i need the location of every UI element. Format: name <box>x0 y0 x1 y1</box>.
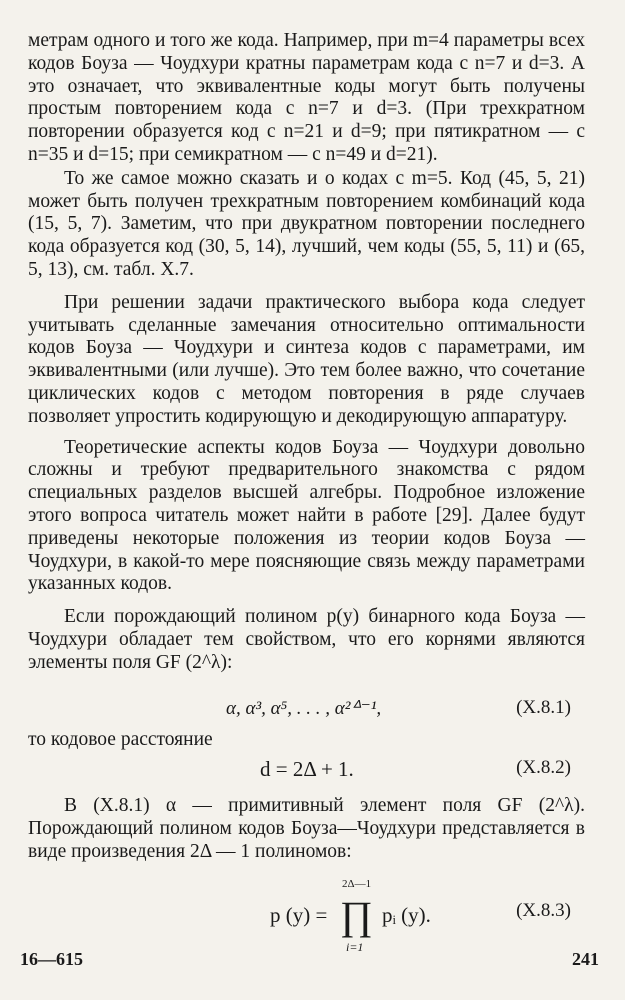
formula-x83-left: p (y) = <box>270 902 328 927</box>
paragraph-6: то кодовое расстояние <box>28 728 213 750</box>
formula-x82 <box>28 751 585 785</box>
formula-x81 <box>28 691 585 725</box>
paragraph-2: То же самое можно сказать и о кодах с m=5. Код (45, 5, 21) может быть получен трехкратным повторением комбинаций кода (15, 5, 7). Заметим, что при двукратном повторении последнего кода образуется код (30, 5, 14), лучший, чем коды (55, 5, 11) и (65, 5, 13), см. табл. X.7. <box>28 167 585 280</box>
formula-x82-expression: d = 2Δ + 1. <box>260 757 354 782</box>
page-number: 241 <box>572 949 599 969</box>
paragraph-4: Теоретические аспекты кодов Боуза — Чоудхури довольно сложны и требуют предварительного знакомства с рядом специальных разделов высшей алгебры. Подробное изложение этого вопроса читатель может найти в работе [29]. Далее будут приведены некоторые положения из теории кодов Боуза — Чоудхури, в какой-то мере поясняющие связь между параметрами указанных кодов. <box>28 436 585 595</box>
formula-x83 <box>28 870 585 960</box>
formula-x81-label: (X.8.1) <box>516 696 571 718</box>
formula-x81-expression: α, α³, α⁵, . . . , α²ᐞ⁻¹, <box>226 697 382 719</box>
paragraph-5: Если порождающий полином p(y) бинарного кода Боуза — Чоудхури обладает тем свойством, что его корнями являются элементы поля GF (2^λ): <box>28 606 585 673</box>
formula-x83-right: pᵢ (y). <box>382 902 431 927</box>
formula-x83-upper-limit: 2Δ—1 <box>342 877 372 890</box>
paragraph-1: метрам одного и того же кода. Например, при m=4 параметры всех кодов Боуза — Чоудхури кратны параметрам кода с n=7 и d=3. А это означает, что эквивалентные коды могут быть получены простым повторением кода с n=7 и d=3. (При трехкратном повторении образуется код с n=21 и d=9; при пятикратном — с n=35 и d=15; при семикратном — с n=49 и d=21). <box>28 30 585 165</box>
paragraph-7: В (X.8.1) α — примитивный элемент поля GF (2^λ). Порождающий полином кодов Боуза—Чоудхури представляется в виде произведения 2Δ — 1 полиномов: <box>28 795 585 862</box>
paragraph-3: При решении задачи практического выбора кода следует учитывать сделанные замечания относительно оптимальности кодов Боуза — Чоудхури и синтеза кодов с параметрами, им эквивалентными (или лучше). Это тем более важно, что сочетание циклических кодов с методом повторения в ряде случаев позволяет упростить кодирующую и декодирующую аппаратуру. <box>28 291 585 427</box>
formula-x82-label: (X.8.2) <box>516 757 571 779</box>
formula-x83-label: (X.8.3) <box>516 899 571 921</box>
formula-x83-lower-limit: i=1 <box>346 939 364 954</box>
signature-mark: 16—615 <box>20 949 83 969</box>
page-footer <box>20 949 599 970</box>
product-symbol: ∏ <box>340 892 373 938</box>
